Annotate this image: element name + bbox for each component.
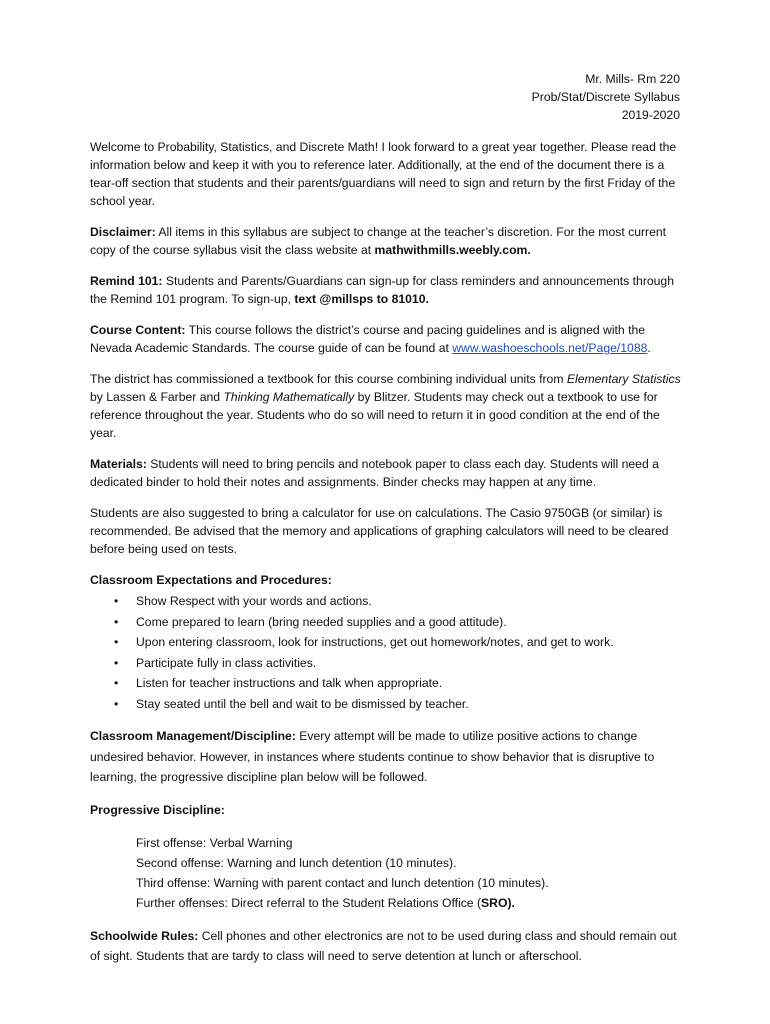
list-item: • Listen for teacher instructions and talk when appropriate.	[136, 673, 682, 694]
first-offense: First offense: Verbal Warning	[136, 835, 293, 850]
course-content-text: This course follows the district’s course and pacing guidelines and is aligned with the Nevada Academic Standards. The course guide of can be found at	[90, 323, 646, 355]
teacher-room: Mr. Mills- Rm 220	[585, 72, 680, 86]
disclaimer-paragraph	[90, 223, 682, 259]
schoolwide-paragraph	[90, 926, 682, 967]
remind-text: Students and Parents/Guardians can sign-up for class reminders and announcements through the Remind 101 program. To sign-up,	[90, 274, 674, 306]
management-paragraph	[90, 726, 682, 788]
textbook-text-2: by Lassen & Farber and	[90, 390, 224, 404]
syllabus-header	[532, 70, 680, 124]
list-item: • Stay seated until the bell and wait to be dismissed by teacher.	[136, 694, 682, 715]
remind-label: Remind 101:	[90, 274, 163, 288]
schoolwide-text: Cell phones and other electronics are not to be used during class and should remain out of sight. Students that are tardy to class will need to serve detention at lunch or afterschool.	[90, 928, 677, 963]
syllabus-body	[90, 138, 682, 980]
schoolwide-label: Schoolwide Rules:	[90, 928, 199, 943]
discipline-steps	[90, 833, 682, 913]
bullet-icon: •	[114, 655, 119, 670]
course-content-label: Course Content:	[90, 323, 186, 337]
list-item: • Participate fully in class activities.	[136, 653, 682, 674]
textbook-text-3: by Blitzer. Students may check out a textbook to use for reference throughout the year. Students who do so will need to return it in good condition at the end of the year.	[90, 390, 660, 440]
management-label: Classroom Management/Discipline:	[90, 729, 296, 743]
course-title: Prob/Stat/Discrete Syllabus	[531, 90, 680, 104]
course-content-paragraph	[90, 321, 682, 357]
bullet-icon: •	[114, 676, 119, 690]
list-item: • Show Respect with your words and actions.	[136, 591, 682, 612]
intro-paragraph: Welcome to Probability, Statistics, and Discrete Math! I look forward to a great year together. Please read the information below and keep it with you to reference later. Additionally, at the end of the document there is a tear-off section that students and their parents/guardians will need to sign and return by the first Friday of the school year.	[90, 140, 677, 208]
disclaimer-text: All items in this syllabus are subject to change at the teacher’s discretion. For the most current copy of the course syllabus visit the class website at	[90, 225, 667, 257]
bullet-icon: •	[114, 614, 119, 629]
bullet-icon: •	[114, 696, 119, 711]
remind-code: text @millsps to 81010.	[294, 292, 429, 306]
school-year: 2019-2020	[621, 108, 680, 122]
materials-label: Materials:	[90, 457, 147, 471]
class-website: mathwithmills.weebly.com.	[374, 243, 531, 257]
expectations-heading: Classroom Expectations and Procedures:	[90, 573, 332, 587]
materials-text: Students will need to bring pencils and notebook paper to class each day. Students will need a dedicated binder to hold their notes and assignments. Binder checks may happen at any time.	[90, 457, 659, 489]
bullet-icon: •	[114, 594, 119, 608]
third-offense: Third offense: Warning with parent contact and lunch detention (10 minutes).	[136, 875, 549, 890]
course-content-end: .	[647, 341, 651, 355]
course-guide-link[interactable]: www.washoeschools.net/Page/1088	[452, 341, 648, 355]
expectations-list	[90, 591, 682, 714]
textbook-text-1: The district has commissioned a textbook for this course combining individual units from	[90, 372, 567, 386]
sro-abbreviation: SRO).	[481, 895, 515, 910]
management-text: Every attempt will be made to utilize positive actions to change undesired behavior. However, in instances where students continue to show behavior that is disruptive to learning, the progressive discipline plan below will be followed.	[90, 729, 655, 784]
remind-paragraph	[90, 272, 682, 308]
bullet-icon: •	[114, 635, 119, 649]
materials-paragraph	[90, 455, 682, 491]
disclaimer-label: Disclaimer:	[90, 225, 156, 239]
textbook-title-2: Thinking Mathematically	[223, 390, 355, 404]
further-offenses: Further offenses: Direct referral to the Student Relations Office (SRO).	[136, 895, 515, 910]
list-item: • Upon entering classroom, look for instructions, get out homework/notes, and get to work.	[136, 632, 682, 653]
discipline-heading: Progressive Discipline:	[90, 802, 225, 817]
list-item: • Come prepared to learn (bring needed supplies and a good attitude).	[136, 612, 682, 633]
calculator-paragraph: Students are also suggested to bring a calculator for use on calculations. The Casio 9750GB (or similar) is recommended. Be advised that the memory and applications of graphing calculators will need to be cleared before being used on tests.	[90, 506, 669, 556]
textbook-title-1: Elementary Statistics	[566, 372, 681, 386]
textbook-paragraph	[90, 370, 682, 442]
second-offense: Second offense: Warning and lunch detention (10 minutes).	[136, 855, 457, 870]
